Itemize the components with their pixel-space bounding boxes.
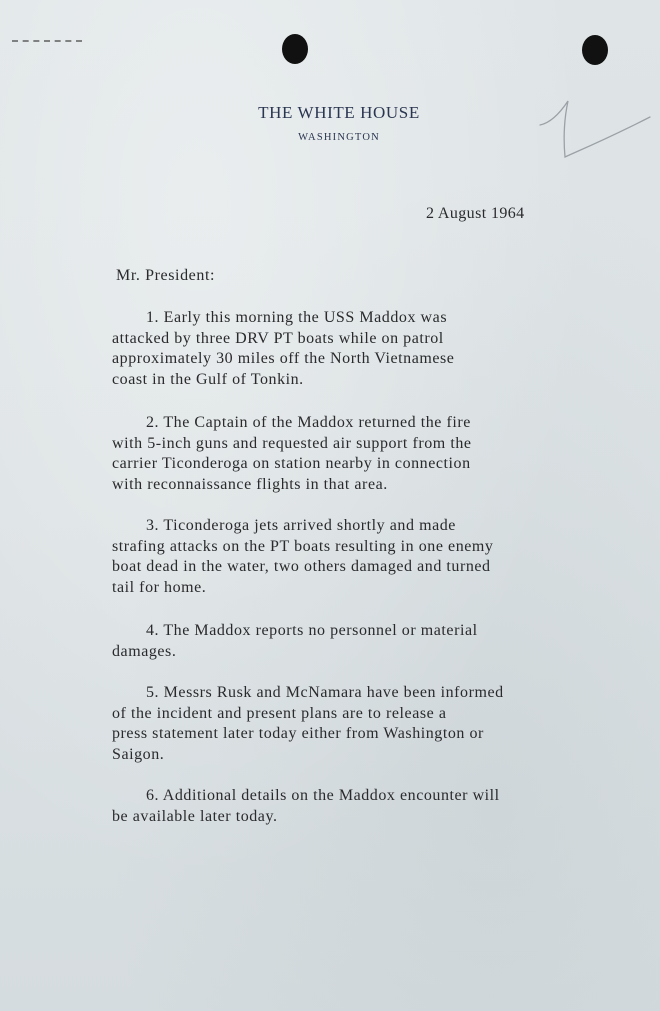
- paragraph-line: approximately 30 miles off the North Vietnamese: [112, 350, 455, 367]
- letterhead-subtitle: WASHINGTON: [298, 132, 380, 143]
- paragraph-line: with 5-inch guns and requested air support from the: [112, 434, 472, 452]
- paragraph-line: 2. The Captain of the Maddox returned the fire: [146, 414, 471, 431]
- paragraph-line: 3. Ticonderoga jets arrived shortly and made: [146, 517, 456, 534]
- paragraph-line: 5. Messrs Rusk and McNamara have been informed: [146, 684, 504, 701]
- memo-date: 2 August 1964: [426, 205, 525, 222]
- paragraph-line: with reconnaissance flights in that area.: [112, 475, 388, 493]
- paragraph-line: Saigon.: [112, 745, 165, 763]
- paragraph-line: attacked by three DRV PT boats while on patrol: [112, 329, 444, 347]
- letterhead-title: THE WHITE HOUSE: [258, 103, 420, 122]
- paragraph-line: coast in the Gulf of Tonkin.: [112, 370, 304, 388]
- paragraph-4: [112, 621, 632, 662]
- paragraph-line: damages.: [112, 642, 177, 660]
- salutation: Mr. President:: [116, 267, 216, 284]
- paragraph-line: press statement later today either from Washington or: [112, 725, 484, 742]
- paragraph-5: [112, 683, 632, 765]
- paragraph-line: boat dead in the water, two others damaged and turned: [112, 558, 491, 575]
- paragraph-line: carrier Ticonderoga on station nearby in connection: [112, 455, 471, 472]
- paragraph-3: [112, 516, 632, 598]
- paragraph-line: 4. The Maddox reports no personnel or material: [146, 622, 478, 639]
- paragraph-2: [112, 413, 632, 495]
- paragraph-line: of the incident and present plans are to release a: [112, 704, 447, 722]
- edge-mark: [12, 40, 82, 46]
- punch-hole-right: [582, 35, 608, 65]
- paragraph-line: tail for home.: [112, 578, 207, 596]
- paragraph-line: be available later today.: [112, 807, 278, 825]
- punch-hole-left: [282, 34, 308, 64]
- paragraph-line: 1. Early this morning the USS Maddox was: [146, 309, 448, 326]
- paragraph-1: [112, 308, 632, 390]
- paragraph-line: strafing attacks on the PT boats resulting in one enemy: [112, 537, 494, 555]
- paragraph-6: [112, 786, 632, 827]
- paragraph-line: 6. Additional details on the Maddox encounter will: [146, 787, 500, 804]
